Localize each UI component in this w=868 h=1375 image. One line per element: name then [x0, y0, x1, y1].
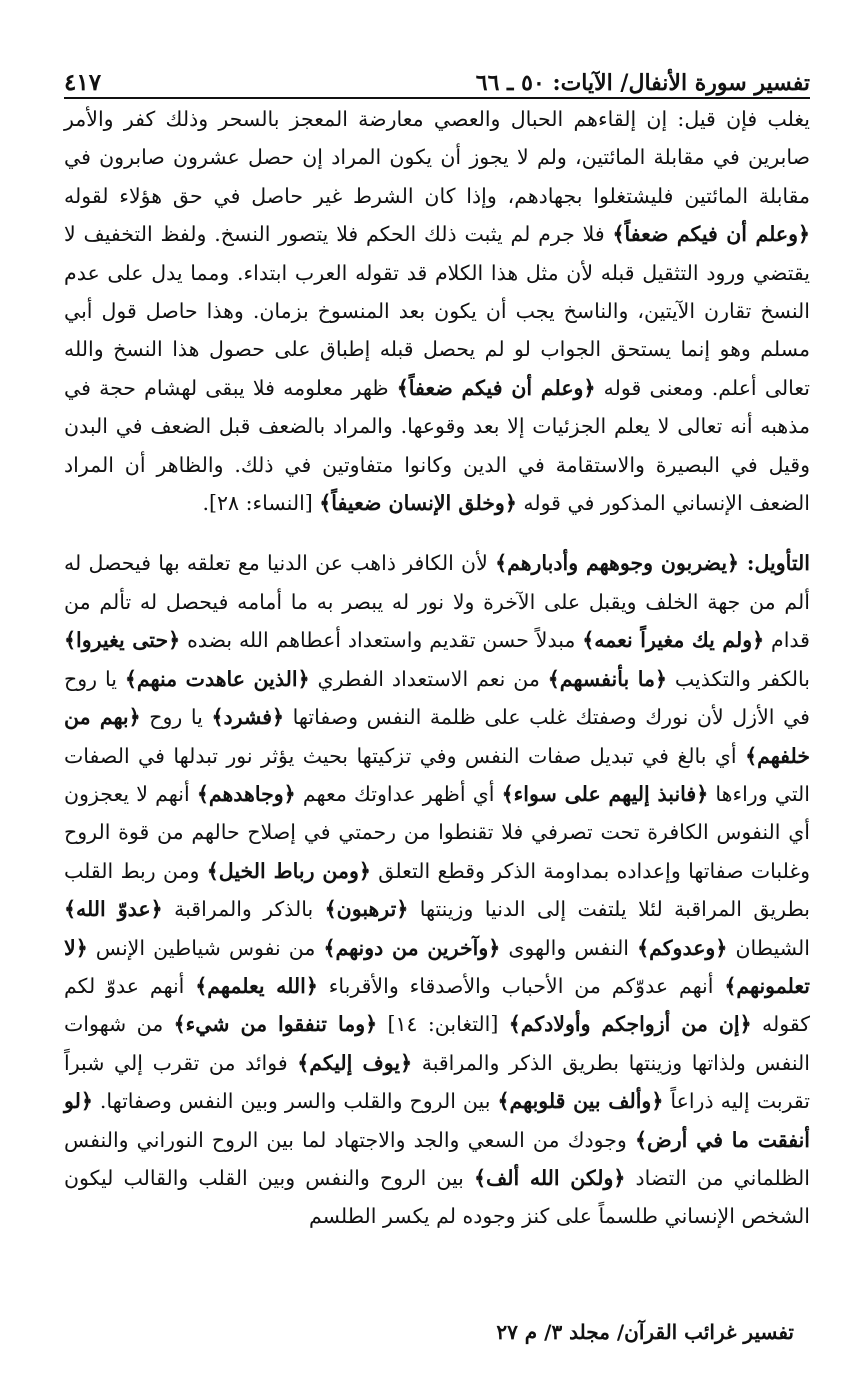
text-run: ظهر معلومه فلا يبقى لهشام حجة في مذهبه أنه تعالى لا يعلم الجزئيات إلا بعد وقوعها. والمراد بالضعف قبل الضعف في البدن وقيل في البصيرة والاستقامة في الدين وكانوا متفاوتين في ذلك. والظاهر أن المراد الضعف الإنساني المذكور في قوله: [64, 375, 810, 516]
text-run: أي بالغ في تبديل صفات النفس وفي تزكيتها بحيث يؤثر نور تبدلها في الصفات التي وراءها: [64, 743, 810, 806]
quran-quote: ﴿وعلم أن فيكم ضعفاً﴾: [612, 222, 811, 247]
quran-quote: ﴿عدوّ الله﴾: [64, 897, 163, 922]
quran-quote: ﴿وألف بين قلوبهم﴾: [497, 1089, 664, 1114]
text-run: بين الروح والنفس وبين القلب والقالب ليكون الشخص الإنساني طلسماً على كنز وجوده لم يكسر الطلسم: [64, 1165, 810, 1229]
text-run: يغلب فإن قيل: إن إلقاءهم الحبال والعصي معارضة المعجز بالسحر وذلك كفر والأمر صابرين في مقابلة المائتين، ولم لا يجوز أن يكون المراد إن حصل عشرون صابرون في مقابلة المائتين فليشتغلوا بجهادهم، وإذا كان الشرط غير حاصل في حق هؤلاء لقوله: [64, 107, 810, 208]
quran-quote: ﴿إن من أزواجكم وأولادكم﴾: [508, 1012, 752, 1037]
text-run: الشيطان: [727, 935, 810, 960]
quran-quote: ﴿بهم من خلفهم﴾: [64, 705, 810, 768]
text-run: من شهوات النفس ولذاتها وزينتها بطريق الذكر والمراقبة: [64, 1012, 810, 1075]
page-header: [64, 56, 810, 96]
quran-quote: ﴿وجاهدهم﴾: [196, 781, 296, 806]
text-run: فوائد من تقرب إلي شبراً تقربت إليه ذراعاً: [64, 1050, 810, 1114]
text-run: بين الروح والقلب والسر وبين النفس وصفاتها.: [92, 1089, 498, 1114]
text-run: مبدلاً حسن تقديم واستعداد أعطاهم الله بضده: [180, 628, 583, 653]
quran-quote: ﴿الله يعلمهم﴾: [195, 973, 318, 998]
quran-quote: ﴿وعدوكم﴾: [637, 935, 728, 960]
text-run: أنهم لا يعجزون أي النفوس الكافرة تحت تصرفي فلا تقنطوا من رحمتي في إصلاح حالهم من قوة الروح وغلبات صفاتها وإعداده بمداومة الذكر وقطع التعلق: [64, 781, 810, 883]
quran-quote: ﴿ترهبون﴾: [324, 897, 409, 922]
quran-quote: ﴿وخلق الإنسان ضعيفاً﴾: [319, 491, 517, 516]
quran-quote: ﴿يوف إليكم﴾: [297, 1050, 413, 1075]
quran-quote: ﴿وآخرين من دونهم﴾: [323, 935, 501, 960]
paragraph-commentary: [64, 100, 810, 522]
quran-quote: ﴿ومن رباط الخيل﴾: [206, 858, 371, 883]
paragraph-gap: [64, 522, 810, 544]
text-run: لأن الكافر ذاهب عن الدنيا مع تعلقه بها فيحصل له ألم من جهة الخلف ويقبل على الآخرة ولا نور له يبصر به ما أمامه فيحصل له تألم من قدام: [64, 551, 810, 653]
header-divider: [64, 97, 810, 99]
text-run: يا روح: [140, 705, 212, 730]
quran-quote: التأويل:: [739, 551, 810, 576]
quran-quote: ﴿لو أنفقت ما في أرض﴾: [64, 1089, 811, 1152]
text-run: من نفوس شياطين الإنس: [87, 935, 324, 960]
running-title: تفسير سورة الأنفال/ الآيات: ٥٠ ـ ٦٦: [475, 70, 810, 96]
quran-quote: ﴿حتى يغيروا﴾: [64, 628, 181, 653]
text-run: يا روح في الأزل لأن نورك وصفتك غلب على ظلمة النفس وصفاتها: [64, 666, 810, 730]
quran-quote: ﴿يضربون وجوههم وأدبارهم﴾: [495, 551, 740, 576]
quran-quote: ﴿وما تنفقوا من شيء﴾: [173, 1012, 378, 1037]
text-run: أنهم عدوّكم من الأحباب والأصدقاء والأقرباء: [317, 973, 725, 998]
text-run: من نعم الاستعداد الفطري: [309, 666, 548, 691]
body-text: [64, 100, 810, 1236]
text-run: بالكفر والتكذيب: [667, 666, 810, 691]
text-run: أنهم عدوّ لكم كقوله: [64, 973, 810, 1037]
text-run: أي أظهر عداوتك معهم: [295, 781, 502, 806]
page-footer: تفسير غرائب القرآن/ مجلد ٣/ م ٢٧: [496, 1320, 794, 1344]
quran-quote: ﴿ما بأنفسهم﴾: [547, 666, 667, 691]
quran-quote: ﴿ولكن الله ألف﴾: [473, 1165, 626, 1190]
text-run: [النساء: ٢٨].: [202, 491, 320, 516]
text-run: ومن ربط القلب بطريق المراقبة لئلا يلتفت إلى الدنيا وزينتها: [64, 858, 810, 922]
page-number: ٤١٧: [64, 69, 102, 96]
text-run: النفس والهوى: [500, 935, 638, 960]
quran-quote: ﴿الذين عاهدت منهم﴾: [124, 666, 310, 691]
quran-quote: ﴿ولم يك مغيراً نعمه﴾: [582, 628, 765, 653]
quran-quote: ﴿وعلم أن فيكم ضعفاً﴾: [396, 375, 596, 400]
paragraph-tawil: [64, 544, 810, 1235]
quran-quote: ﴿لا تعلمونهم﴾: [64, 935, 810, 998]
text-run: [التغابن: ١٤]: [377, 1012, 509, 1037]
quran-quote: ﴿فشرد﴾: [211, 705, 285, 730]
text-run: بالذكر والمراقبة: [162, 897, 325, 922]
quran-quote: ﴿فانبذ إليهم على سواء﴾: [501, 781, 709, 806]
text-run: فلا جرم لم يثبت ذلك الحكم فلا يتصور النسخ. ولفظ التخفيف لا يقتضي ورود التثقيل قبله لأن مثل هذا الكلام قد تقوله العرب ابتداء. ومما يدل على عدم النسخ تقارن الآيتين، والناسخ يجب أن يكون بعد المنسوخ بزمان. وهذا حاصل قول أبي مسلم وهو إنما يستحق الجواب لو لم يحصل قبله إطباق على حصول هذا النسخ والله تعالى أعلم. ومعنى قوله: [64, 222, 810, 400]
text-run: وجودك من السعي والجد والاجتهاد لما بين الروح النوراني والنفس الظلماني من التضاد: [64, 1127, 810, 1190]
